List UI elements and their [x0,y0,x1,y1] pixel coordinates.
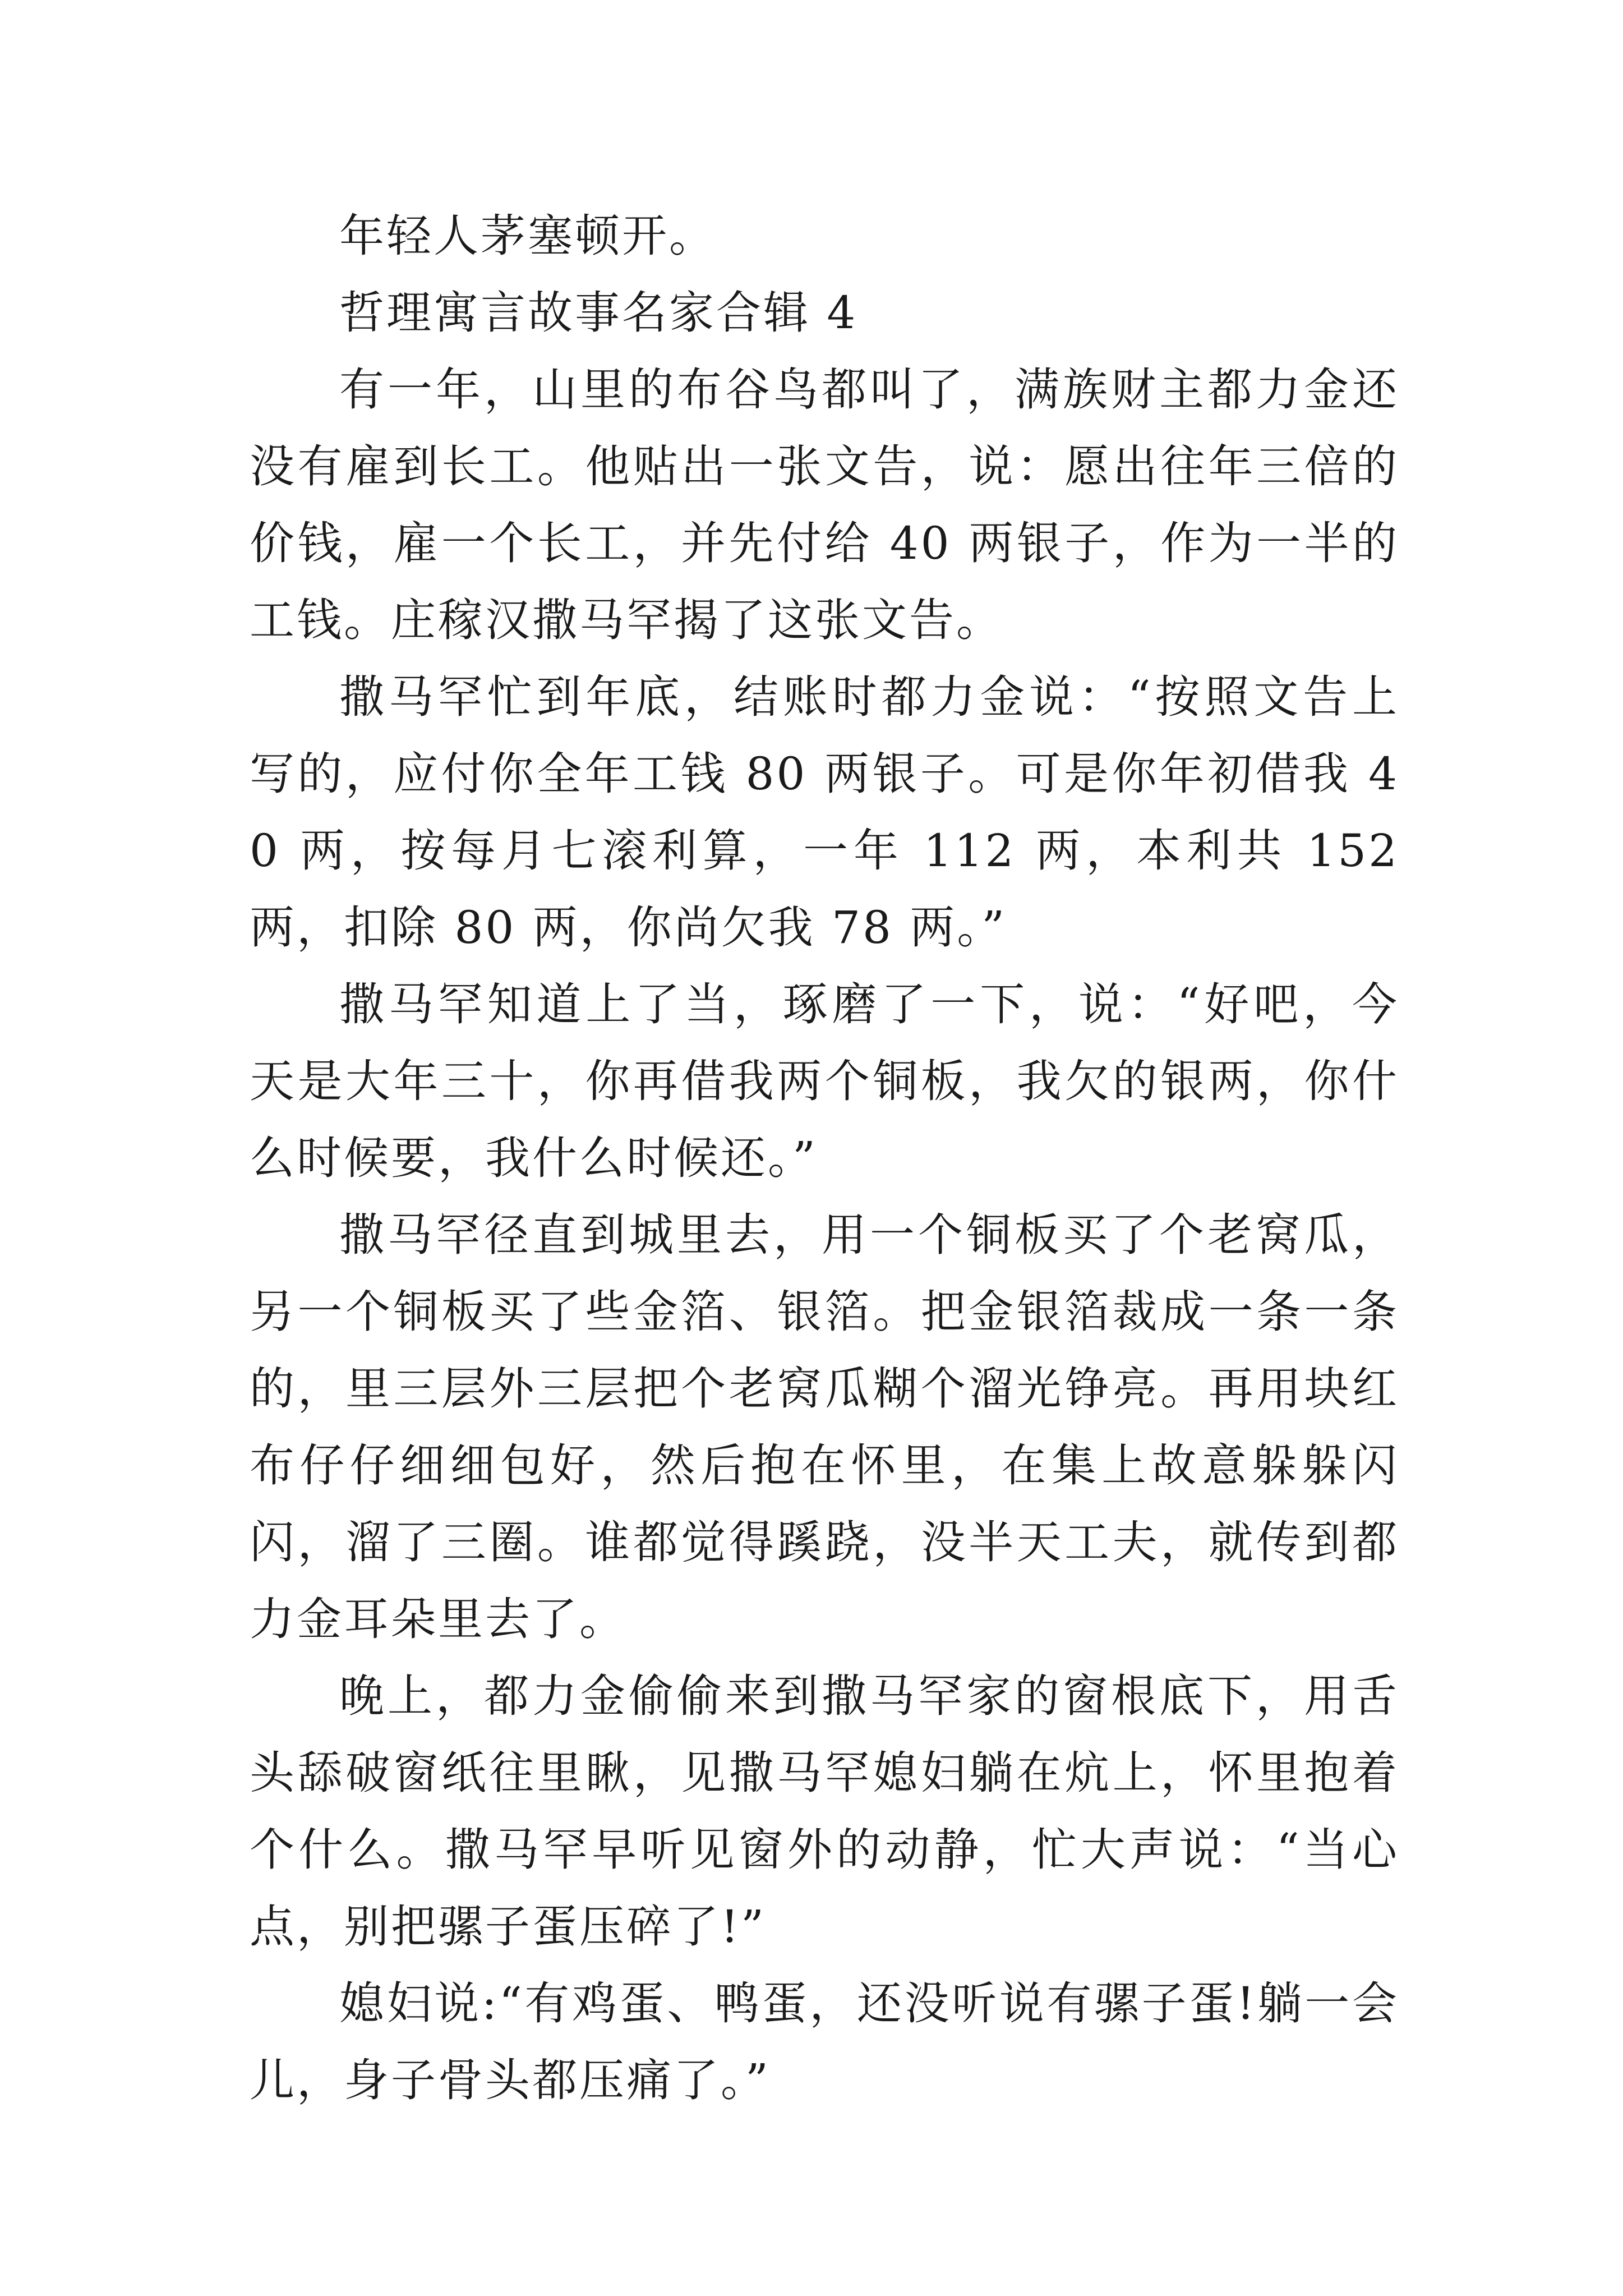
paragraph-8: 媳妇说:“有鸡蛋、鸭蛋，还没听说有骡子蛋!躺一会儿，身子骨头都压痛了。” [250,1977,1399,2106]
paragraph-4: 撒马罕忙到年底，结账时都力金说：“按照文告上写的，应付你全年工钱 80 两银子。可是你年初借我 40 两，按每月七滚利算，一年 112 两，本利共 152 两，扣除 80 两，你尚欠我 78 两。” [250,671,1399,954]
paragraph-1: 年轻人茅塞顿开。 [339,210,716,262]
paragraph-7: 晚上，都力金偷偷来到撒马罕家的窗根底下，用舌头舔破窗纸往里瞅，见撒马罕媳妇躺在炕上，怀里抱着个什么。撒马罕早听见窗外的动静，忙大声说：“当心点，别把骡子蛋压碎了!” [250,1670,1399,1953]
paragraph-6: 撒马罕径直到城里去，用一个铜板买了个老窝瓜，另一个铜板买了些金箔、银箔。把金银箔裁成一条一条的，里三层外三层把个老窝瓜糊个溜光铮亮。再用块红布仔仔细细包好，然后抱在怀里，在集上故意躲躲闪闪，溜了三圈。谁都觉得蹊跷，没半天工夫，就传到都力金耳朵里去了。 [250,1209,1399,1645]
section-heading: 哲理寓言故事名家合辑 4 [339,287,858,339]
paragraph-5: 撒马罕知道上了当，琢磨了一下，说：“好吧，今天是大年三十，你再借我两个铜板，我欠的银两，你什么时候要，我什么时候还。” [250,978,1399,1184]
body-text [250,197,1399,2119]
paragraph-3: 有一年，山里的布谷鸟都叫了，满族财主都力金还没有雇到长工。他贴出一张文告，说：愿出往年三倍的价钱，雇一个长工，并先付给 40 两银子，作为一半的工钱。庄稼汉撒马罕揭了这张文告。 [250,364,1399,646]
